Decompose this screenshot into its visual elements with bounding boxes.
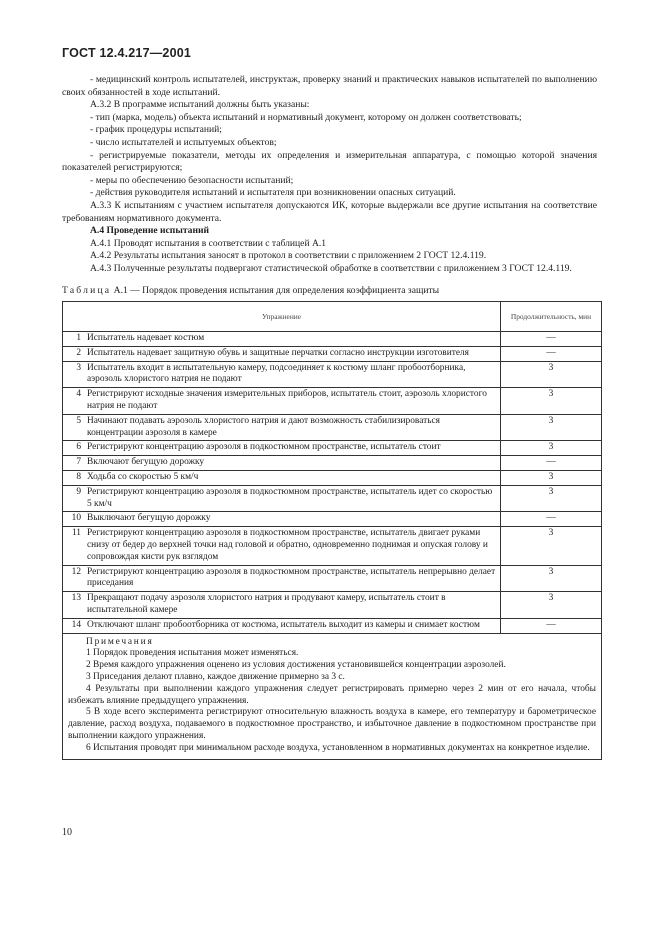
note-item: 1 Порядок проведения испытания может изменяться. <box>86 648 299 659</box>
body-text <box>62 74 597 276</box>
step-text: Регистрируют концентрацию аэрозоля в подкостюмном пространстве, испытатель стоит <box>87 442 441 453</box>
duration-cell: 3 <box>501 388 602 415</box>
paragraph: - график процедуры испытаний; <box>90 124 222 136</box>
notes-title: Примечания <box>86 636 154 647</box>
duration-cell: 3 <box>501 414 602 441</box>
exercise-cell <box>63 470 501 485</box>
step-text: Прекращают подачу аэрозоля хлористого натрия и продувают камеру, испытатель стоит в испытательной камере <box>87 593 446 615</box>
header-exercise: Упражнение <box>63 302 501 332</box>
step-number: 5 <box>76 415 81 426</box>
step-number: 13 <box>71 593 81 604</box>
exercise-content <box>69 416 496 440</box>
duration-cell: 3 <box>501 361 602 388</box>
exercise-content <box>69 348 496 360</box>
step-text: Регистрируют концентрацию аэрозоля в подкостюмном пространстве, испытатель непрерывно делает приседания <box>87 566 496 589</box>
step-text: Испытатель надевает защитную обувь и защитные перчатки согласно инструкции изготовителя <box>87 347 469 358</box>
exercise-cell <box>63 527 501 565</box>
note-item: 6 Испытания проводят при минимальном расходе воздуха, установленном в нормативных документах на конкретное изделие. <box>86 742 590 753</box>
table-row <box>63 565 602 592</box>
step-text: Регистрируют концентрацию аэрозоля в подкостюмном пространстве, испытатель двигает руками снизу от бедер до верхней точки над головой и обратно, одновременно поднимая и опуская голову и сопровождая кисти рук взглядом <box>87 528 488 562</box>
table-caption <box>62 285 439 296</box>
note-item: 3 Приседания делают плавно, каждое движение примерно за 3 с. <box>86 671 345 682</box>
table-caption-prefix: Таблица <box>62 285 112 296</box>
step-text: Отключают шланг пробоотборника от костюма, испытатель выходит из камеры и снимает костюм <box>87 619 480 630</box>
exercise-cell <box>63 346 501 361</box>
page-number: 10 <box>62 827 72 838</box>
duration-cell: — <box>501 346 602 361</box>
table-row <box>63 485 602 512</box>
exercise-content <box>69 620 496 632</box>
section-title: А.4 Проведение испытаний <box>90 225 210 237</box>
duration-cell: 3 <box>501 527 602 565</box>
step-text: Выключают бегущую дорожку <box>87 513 211 524</box>
exercise-content <box>69 472 496 484</box>
exercise-cell <box>63 565 501 592</box>
procedure-table <box>62 301 602 760</box>
exercise-cell <box>63 388 501 415</box>
duration-cell: 3 <box>501 485 602 512</box>
paragraph: А.3.3 К испытаниям с участием испытателя допускаются ИК, которые выдержали все другие испытания на соответствие требованиям нормативного документа. <box>62 199 597 224</box>
table-row <box>63 592 602 619</box>
step-text: Регистрируют исходные значения измерительных приборов, испытатель стоит, аэрозоль хлористого натрия не подают <box>87 389 487 411</box>
document-code: ГОСТ 12.4.217—2001 <box>62 46 192 60</box>
step-number: 10 <box>71 513 81 524</box>
table-row <box>63 470 602 485</box>
step-number: 7 <box>76 457 81 468</box>
step-number: 12 <box>71 566 81 577</box>
table-row <box>63 361 602 388</box>
exercise-content <box>69 487 496 511</box>
exercise-cell <box>63 618 501 633</box>
header-duration: Продолжительность, мин <box>501 302 602 332</box>
duration-cell: — <box>501 332 602 347</box>
duration-cell: — <box>501 618 602 633</box>
paragraph: - действия руководителя испытаний и испытателя при возникновении опасных ситуаций. <box>90 187 456 199</box>
paragraph: А.4.2 Результаты испытания заносят в протокол в соответствии с приложением 2 ГОСТ 12.4.119. <box>90 250 487 262</box>
duration-cell: — <box>501 456 602 471</box>
table-row <box>63 456 602 471</box>
paragraph: - меры по обеспечению безопасности испытаний; <box>90 174 294 186</box>
exercise-content <box>69 389 496 413</box>
exercise-content <box>69 363 496 387</box>
exercise-cell <box>63 414 501 441</box>
step-number: 8 <box>76 471 81 482</box>
step-number: 6 <box>76 442 81 453</box>
duration-cell: — <box>501 512 602 527</box>
duration-cell: 3 <box>501 441 602 456</box>
exercise-content <box>69 513 496 525</box>
exercise-cell <box>63 592 501 619</box>
step-number: 14 <box>71 619 81 630</box>
exercise-content <box>69 593 496 617</box>
exercise-cell <box>63 332 501 347</box>
table-row <box>63 618 602 633</box>
paragraph: - медицинский контроль испытателей, инструктаж, проверку знаний и практических навыков испытателей по выполнению своих обязанностей в ходе испытаний. <box>62 74 597 98</box>
table-row <box>63 527 602 565</box>
paragraph: А.3.2 В программе испытаний должны быть указаны: <box>90 99 310 111</box>
paragraph: - регистрируемые показатели, методы их определения и измерительная аппаратура, с помощью которой значения показателей регистрируются; <box>62 149 597 174</box>
notes-cell <box>63 633 602 759</box>
step-text: Начинают подавать аэрозоль хлористого натрия и дают возможность стабилизироваться концентрации аэрозоля в камере <box>87 415 440 438</box>
duration-cell: 3 <box>501 592 602 619</box>
table-caption-text: А.1 — Порядок проведения испытания для определения коэффициента защиты <box>113 285 440 296</box>
paragraph: А.4.1 Проводят испытания в соответствии с таблицей А.1 <box>90 237 327 249</box>
step-text: Включают бегущую дорожку <box>87 457 205 468</box>
step-number: 4 <box>76 389 81 400</box>
exercise-content <box>69 442 496 454</box>
table-row <box>63 388 602 415</box>
table-row <box>63 512 602 527</box>
table-row <box>63 346 602 361</box>
duration-cell: 3 <box>501 565 602 592</box>
exercise-cell <box>63 485 501 512</box>
step-text: Испытатель надевает костюм <box>87 333 205 343</box>
step-number: 2 <box>76 347 81 358</box>
step-number: 9 <box>76 486 81 497</box>
exercise-cell <box>63 456 501 471</box>
note-item: 2 Время каждого упражнения оценено из условия достижения установившейся концентрации аэрозолей. <box>86 660 506 671</box>
step-number: 1 <box>76 333 81 343</box>
step-number: 11 <box>71 528 81 539</box>
notes-row <box>63 633 602 759</box>
exercise-content <box>69 333 496 345</box>
note-item: 5 В ходе всего эксперимента регистрируют относительную влажность воздуха в камере, его температуру и барометрическое давление, расход воздуха, подаваемого в подкостюмное пространство, и избыточное давление в подкостюмном пространстве при выполнении каждого упражнения. <box>68 707 596 741</box>
paragraph: - тип (марка, модель) объекта испытаний и нормативный документ, которому он должен соответствовать; <box>90 111 522 123</box>
step-text: Регистрируют концентрацию аэрозоля в подкостюмном пространстве, испытатель идет со скоростью 5 км/ч <box>87 486 493 509</box>
table-row <box>63 414 602 441</box>
table-row <box>63 441 602 456</box>
table-header-row <box>63 302 602 332</box>
exercise-content <box>69 528 496 563</box>
duration-cell: 3 <box>501 470 602 485</box>
table-row <box>63 332 602 347</box>
step-text: Ходьба со скоростью 5 км/ч <box>87 471 199 482</box>
exercise-cell <box>63 361 501 388</box>
exercise-content <box>69 457 496 469</box>
paragraph: А.4.3 Полученные результаты подвергают статистической обработке в соответствии с приложением 3 ГОСТ 12.4.119. <box>90 262 572 274</box>
note-item: 4 Результаты при выполнении каждого упражнения следует регистрировать примерно через 2 мин от его начала, чтобы избежать влияние предыдущего упражнения. <box>68 683 596 706</box>
paragraph: - число испытателей и испытуемых объектов; <box>90 136 277 148</box>
exercise-cell <box>63 441 501 456</box>
exercise-cell <box>63 512 501 527</box>
exercise-content <box>69 567 496 591</box>
step-number: 3 <box>76 362 81 373</box>
step-text: Испытатель входит в испытательную камеру, подсоединяет к костюму шланг пробоотборника, аэрозоль хлористого натрия не подают <box>87 362 466 385</box>
